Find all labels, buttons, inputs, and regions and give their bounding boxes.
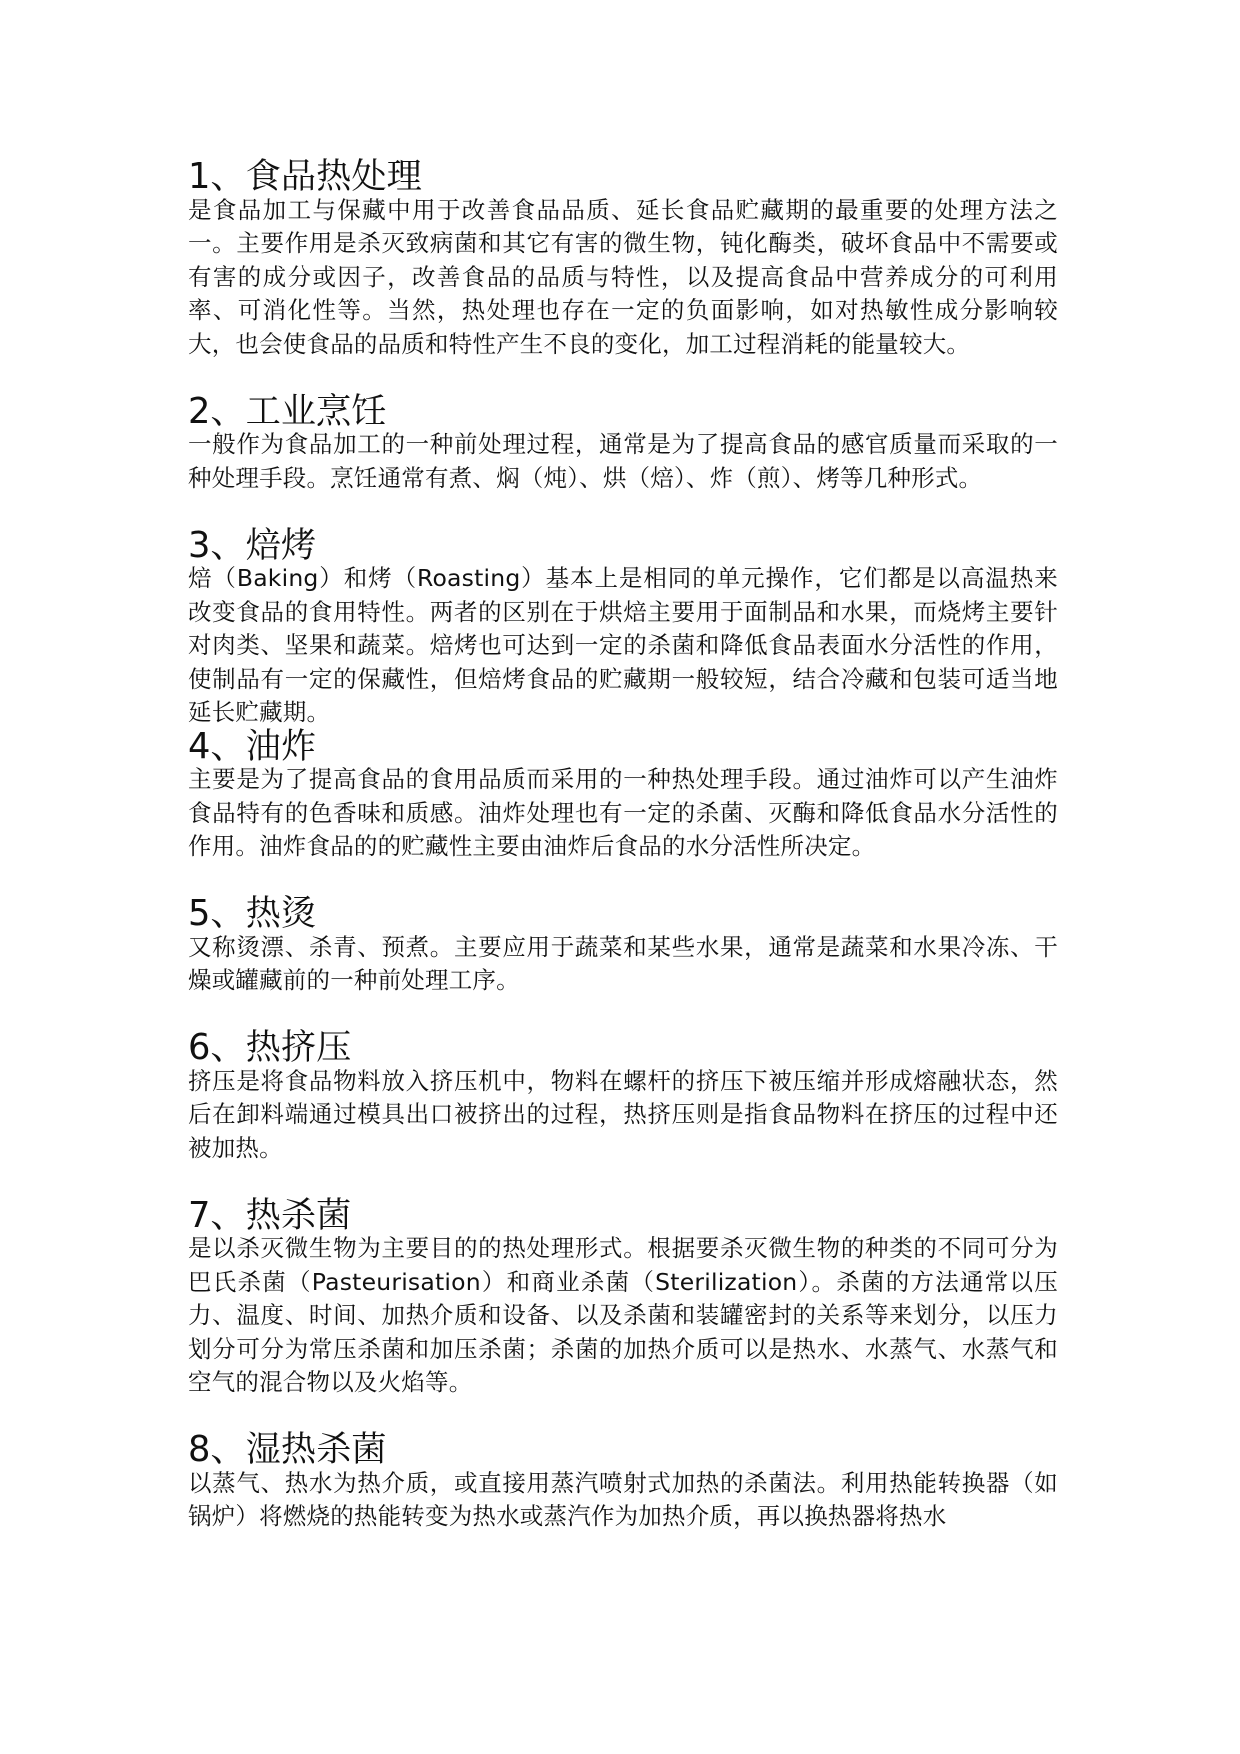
section-body: 一般作为食品加工的一种前处理过程，通常是为了提高食品的感官质量而采取的一种处理手段。烹饪通常有煮、焖（炖）、烘（焙）、炸（煎）、烤等几种形式。 xyxy=(188,430,1058,492)
section-title: 5、热烫 xyxy=(188,893,317,934)
section-hot-extrusion xyxy=(188,1027,1058,1165)
section-title: 4、油炸 xyxy=(188,725,317,767)
section-body: 是以杀灭微生物为主要目的的热处理形式。根据要杀灭微生物的种类的不同可分为巴氏杀菌（Pasteurisation）和商业杀菌（Sterilization）。杀菌的方法通常以压力、温度、时间、加热介质和设备、以及杀菌和装罐密封的关系等来划分，以压力划分可分为常压杀菌和加压杀菌；杀菌的加热介质可以是热水、水蒸气、水蒸气和空气的混合物以及火焰等。 xyxy=(188,1234,1058,1396)
section-baking xyxy=(188,524,1058,730)
section-title: 2、工业烹饪 xyxy=(188,390,387,432)
section-moist-heat-sterilization xyxy=(188,1429,1058,1534)
section-body: 以蒸气、热水为热介质，或直接用蒸汽喷射式加热的杀菌法。利用热能转换器（如锅炉）将燃烧的热能转变为热水或蒸汽作为加热介质，再以换热器将热水 xyxy=(188,1468,1058,1530)
section-title: 8、湿热杀菌 xyxy=(188,1429,387,1470)
section-title: 7、热杀菌 xyxy=(188,1194,352,1236)
section-heat-sterilization xyxy=(188,1194,1058,1400)
section-industrial-cooking xyxy=(188,390,1058,496)
section-body: 挤压是将食品物料放入挤压机中，物料在螺杆的挤压下被压缩并形成熔融状态，然后在卸料端通过模具出口被挤出的过程，热挤压则是指食品物料在挤压的过程中还被加热。 xyxy=(188,1066,1058,1162)
section-body: 焙（Baking）和烤（Roasting）基本上是相同的单元操作，它们都是以高温热来改变食品的食用特性。两者的区别在于烘焙主要用于面制品和水果，而烧烤主要针对肉类、坚果和蔬菜。焙烤也可达到一定的杀菌和降低食品表面水分活性的作用，使制品有一定的保藏性，但焙烤食品的贮藏期一般较短，结合冷藏和包装可适当地延长贮藏期。 xyxy=(188,564,1058,726)
section-title: 6、热挤压 xyxy=(188,1027,352,1068)
section-body: 是食品加工与保藏中用于改善食品品质、延长食品贮藏期的最重要的处理方法之一。主要作用是杀灭致病菌和其它有害的微生物，钝化酶类，破坏食品中不需要或有害的成分或因子，改善食品的品质与特性，以及提高食品中营养成分的可利用率、可消化性等。当然，热处理也存在一定的负面影响，如对热敏性成分影响较大，也会使食品的品质和特性产生不良的变化，加工过程消耗的能量较大。 xyxy=(188,195,1058,358)
section-title: 3、焙烤 xyxy=(188,524,317,566)
section-frying xyxy=(188,725,1058,864)
document-page xyxy=(188,156,1058,1534)
section-body: 主要是为了提高食品的食用品质而采用的一种热处理手段。通过油炸可以产生油炸食品特有的色香味和质感。油炸处理也有一定的杀菌、灭酶和降低食品水分活性的作用。油炸食品的的贮藏性主要由油炸后食品的水分活性所决定。 xyxy=(188,765,1058,860)
section-body: 又称烫漂、杀青、预煮。主要应用于蔬菜和某些水果，通常是蔬菜和水果冷冻、干燥或罐藏前的一种前处理工序。 xyxy=(188,932,1058,994)
section-blanching xyxy=(188,893,1058,998)
section-heat-treatment xyxy=(188,156,1058,361)
section-title: 1、食品热处理 xyxy=(188,156,422,197)
